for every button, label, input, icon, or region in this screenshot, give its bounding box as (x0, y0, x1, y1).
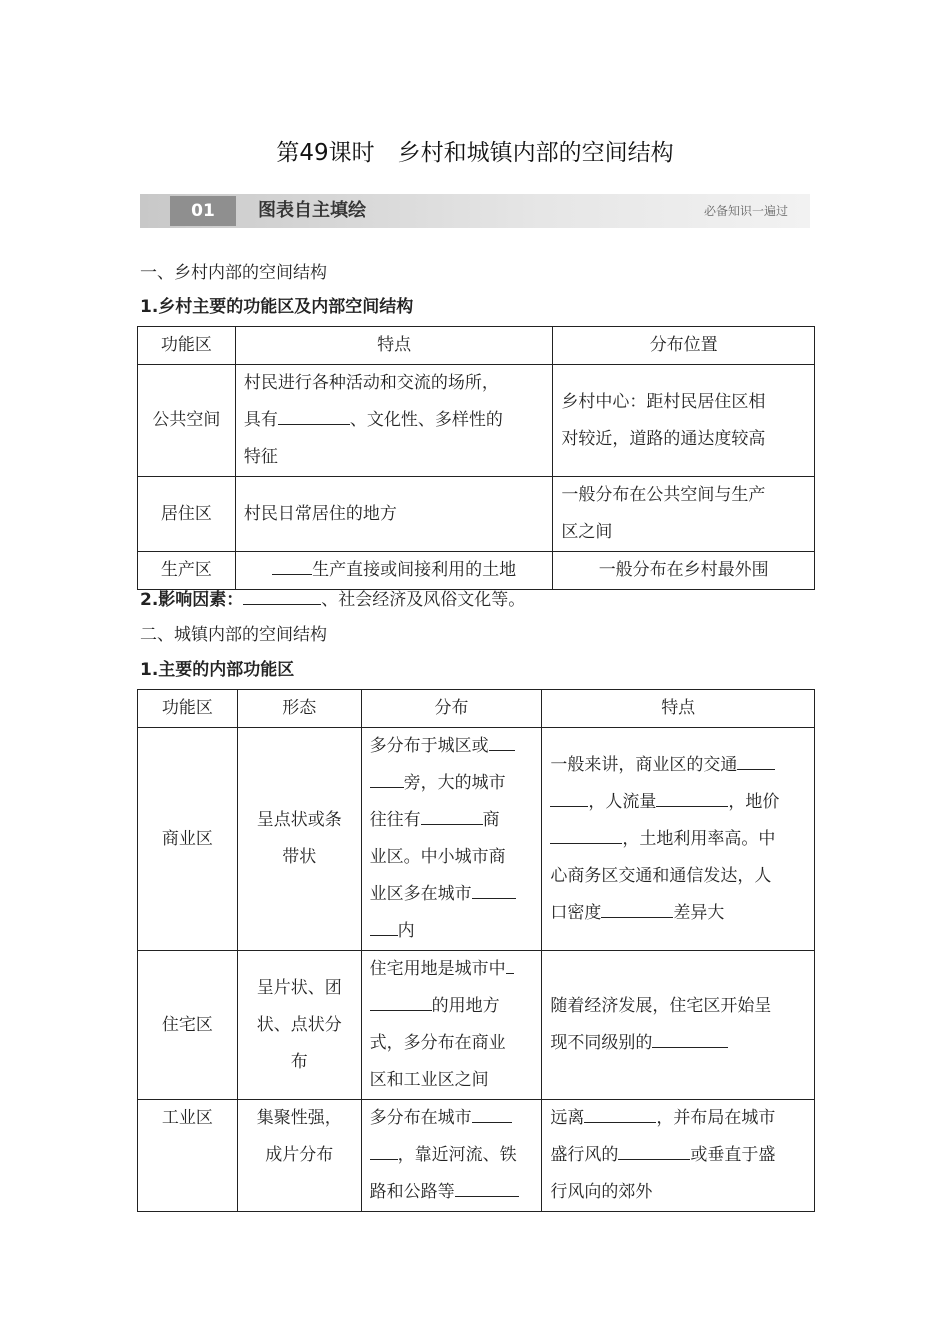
cell-text: ，人流量 (588, 791, 657, 812)
cell-text: 呈点状或条 (256, 810, 342, 830)
zone-distribution (361, 1100, 542, 1212)
fill-blank (272, 554, 312, 575)
cell-text: 远离 (550, 1108, 585, 1128)
cell-text: 业区。中小城市商 (369, 847, 506, 867)
cell-text: 呈片状、团 (256, 977, 342, 998)
factors-line: 2.影响因素： 、社会经济及风俗文化等。 (140, 584, 525, 610)
cell-text: 随着经济发展，住宅区开始呈 (550, 996, 772, 1016)
table-header: 形态 (237, 690, 361, 728)
cell-text: 现不同级别的 (550, 1033, 653, 1053)
cell-text: 多分布于城区或 (369, 736, 489, 756)
cell-text: ，土地利用率高。中 (622, 828, 776, 849)
zone-feature (542, 1100, 815, 1212)
cell-text: 多分布在城市 (369, 1108, 472, 1128)
fill-blank (584, 1102, 656, 1123)
cell-text: 往往有 (369, 810, 421, 830)
table-row (138, 951, 815, 1100)
zone-distribution (361, 951, 542, 1100)
section-banner (140, 194, 810, 228)
table-header: 分布位置 (553, 327, 815, 365)
cell-text: 住宅用地是城市中 (369, 959, 506, 979)
zone-location (553, 365, 815, 477)
table-header: 特点 (235, 327, 553, 365)
cell-text: 路和公路等 (369, 1182, 455, 1202)
cell-text: 一般分布在公共空间与生产 (561, 485, 766, 505)
zone-feature (542, 728, 815, 951)
zone-feature: 村民日常居住的地方 (235, 477, 553, 552)
fill-blank (370, 1139, 398, 1160)
zone-name: 商业区 (138, 728, 238, 951)
fill-blank (472, 878, 516, 899)
cell-text: 的用地方 (431, 996, 500, 1016)
rural-zones-table (137, 326, 815, 590)
page-title: 第49课时 乡村和城镇内部的空间结构 (276, 140, 674, 166)
fill-blank (370, 915, 398, 936)
fill-blank (618, 1139, 690, 1160)
cell-text: 、文化性、多样性的 (349, 410, 503, 430)
fill-blank (421, 804, 483, 825)
table-row (138, 477, 815, 552)
fill-blank (472, 1102, 512, 1123)
cell-text: 业区多在城市 (369, 884, 472, 904)
zone-name: 生产区 (138, 552, 236, 590)
section-heading-rural: 一、乡村内部的空间结构 (140, 263, 327, 283)
zone-name: 居住区 (138, 477, 236, 552)
zone-form (237, 1100, 361, 1212)
fill-blank (652, 1027, 728, 1048)
cell-text: 对较近，道路的通达度较高 (561, 428, 766, 449)
cell-text: ，地价 (728, 791, 780, 812)
cell-text: 内 (397, 921, 415, 941)
table-header: 分布 (361, 690, 542, 728)
zone-name: 公共空间 (138, 365, 236, 477)
zone-name: 住宅区 (138, 951, 238, 1100)
zone-distribution (361, 728, 542, 951)
cell-text: 乡村中心：距村民居住区相 (561, 391, 766, 412)
table-row (138, 365, 815, 477)
cell-text: 区和工业区之间 (369, 1070, 489, 1090)
fill-blank (370, 990, 432, 1011)
fill-blank (550, 786, 588, 807)
cell-text: 生产直接或间接利用的土地 (312, 560, 517, 580)
fill-blank (737, 749, 775, 770)
cell-text: 成片分布 (265, 1145, 334, 1165)
fill-blank (506, 953, 514, 974)
cell-text: 旁，大的城市 (403, 773, 506, 793)
table-header: 特点 (542, 690, 815, 728)
banner-title: 图表自主填绘 (258, 200, 366, 221)
subheading-urban-zones: 1.主要的内部功能区 (140, 660, 295, 680)
cell-text: ，靠近河流、铁 (397, 1145, 517, 1165)
cell-text: 口密度 (550, 902, 602, 923)
zone-form (237, 951, 361, 1100)
cell-text: 盛行风的 (550, 1145, 619, 1165)
cell-text: 集聚性强， (256, 1108, 342, 1128)
banner-number: 01 (170, 196, 236, 226)
banner-subtitle: 必备知识一遍过 (703, 204, 788, 218)
zone-form (237, 728, 361, 951)
fill-blank (489, 730, 515, 751)
table-header: 功能区 (138, 690, 238, 728)
cell-text: 一般来讲，商业区的交通 (550, 754, 738, 775)
zone-feature (235, 365, 553, 477)
cell-text: 行风向的郊外 (550, 1182, 653, 1202)
fill-blank (601, 897, 673, 918)
zone-location (553, 477, 815, 552)
section-heading-urban: 二、城镇内部的空间结构 (140, 625, 327, 645)
fill-blank (455, 1176, 519, 1197)
cell-text: 或垂直于盛 (690, 1145, 776, 1165)
table-row (138, 728, 815, 951)
cell-text: 状、点状分 (256, 1014, 342, 1035)
zone-name: 工业区 (138, 1100, 238, 1212)
cell-text: ，并布局在城市 (656, 1108, 776, 1128)
fill-blank (243, 584, 321, 605)
subheading-rural-zones: 1.乡村主要的功能区及内部空间结构 (140, 297, 414, 317)
cell-text: 心商务区交通和通信发达，人 (550, 865, 772, 886)
table-header: 功能区 (138, 327, 236, 365)
zone-feature (542, 951, 815, 1100)
cell-text: 商 (482, 810, 500, 830)
cell-text: 式，多分布在商业 (369, 1033, 506, 1053)
fill-blank (370, 767, 404, 788)
cell-text: 区之间 (561, 522, 613, 542)
fill-blank (656, 786, 728, 807)
cell-text: 村民进行各种活动和交流的场所， (243, 373, 499, 393)
urban-zones-table (137, 689, 815, 1212)
cell-text: 具有 (243, 410, 278, 430)
cell-text: 差异大 (673, 902, 725, 923)
cell-text: 特征 (243, 447, 278, 467)
zone-location: 一般分布在乡村最外围 (553, 552, 815, 590)
cell-text: 带状 (282, 847, 317, 867)
fill-blank (550, 823, 622, 844)
table-row (138, 1100, 815, 1212)
cell-text: 布 (290, 1051, 308, 1072)
fill-blank (278, 404, 350, 425)
